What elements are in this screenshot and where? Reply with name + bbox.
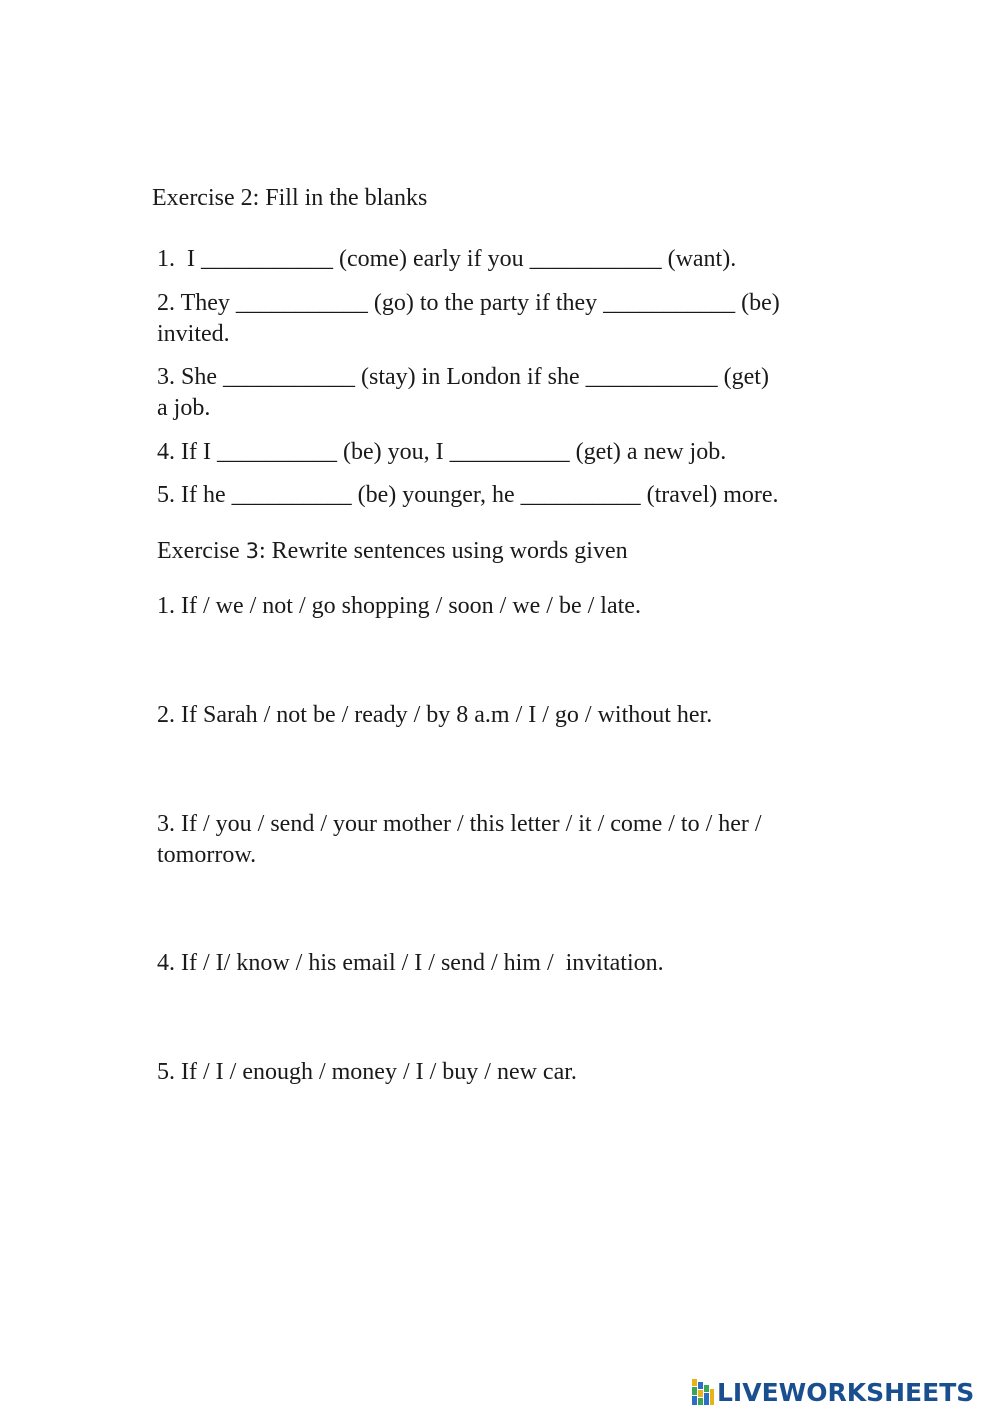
exercise-3-item-1-text: 1. If / we / not / go shopping / soon / we / be / late. bbox=[157, 593, 641, 619]
liveworksheets-logo[interactable] bbox=[692, 1375, 974, 1409]
exercise-3-title-prefix: Exercise bbox=[157, 538, 246, 564]
exercise-3-item-5 bbox=[157, 1057, 877, 1088]
exercise-3-title bbox=[157, 536, 628, 566]
exercise-3-item-3-tail: tomorrow. bbox=[157, 842, 257, 868]
exercise-3-item-2-text: 2. If Sarah / not be / ready / by 8 a.m / I / go / without her. bbox=[157, 702, 713, 728]
exercise-2-item-2-tail: invited. bbox=[157, 321, 230, 347]
exercise-3-item-4 bbox=[157, 948, 877, 979]
exercise-2-item-3-tail: a job. bbox=[157, 395, 211, 421]
exercise-3-title-number: 3 bbox=[245, 539, 259, 563]
exercise-3-title-suffix: : Rewrite sentences using words given bbox=[259, 538, 628, 564]
exercise-2-item-5 bbox=[157, 480, 877, 511]
exercise-2-item-1-text: 1. I ___________ (come) early if you ___________ (want). bbox=[157, 246, 737, 272]
exercise-2-item-3 bbox=[157, 362, 877, 424]
exercise-2-item-3-text: 3. She ___________ (stay) in London if she ___________ (get) bbox=[157, 364, 769, 390]
exercise-2-item-1 bbox=[157, 244, 877, 275]
exercise-2-title: Exercise 2: Fill in the blanks bbox=[152, 185, 428, 211]
exercise-3-item-4-text: 4. If / I/ know / his email / I / send / him / invitation. bbox=[157, 950, 664, 976]
exercise-3-item-3-text: 3. If / you / send / your mother / this letter / it / come / to / her / bbox=[157, 811, 762, 837]
exercise-3-item-3 bbox=[157, 809, 877, 871]
exercise-3-item-2 bbox=[157, 700, 877, 731]
exercise-3-item-1 bbox=[157, 591, 877, 622]
exercise-2-item-2 bbox=[157, 288, 877, 350]
liveworksheets-logo-icon bbox=[692, 1379, 714, 1405]
exercise-2-item-4 bbox=[157, 437, 877, 468]
liveworksheets-logo-text: LIVEWORKSHEETS bbox=[717, 1377, 975, 1407]
exercise-2-item-2-text: 2. They ___________ (go) to the party if they ___________ (be) bbox=[157, 290, 780, 316]
exercise-2-item-4-text: 4. If I __________ (be) you, I __________ (get) a new job. bbox=[157, 439, 727, 465]
exercise-3-item-5-text: 5. If / I / enough / money / I / buy / new car. bbox=[157, 1059, 577, 1085]
exercise-2-item-5-text: 5. If he __________ (be) younger, he __________ (travel) more. bbox=[157, 482, 779, 508]
